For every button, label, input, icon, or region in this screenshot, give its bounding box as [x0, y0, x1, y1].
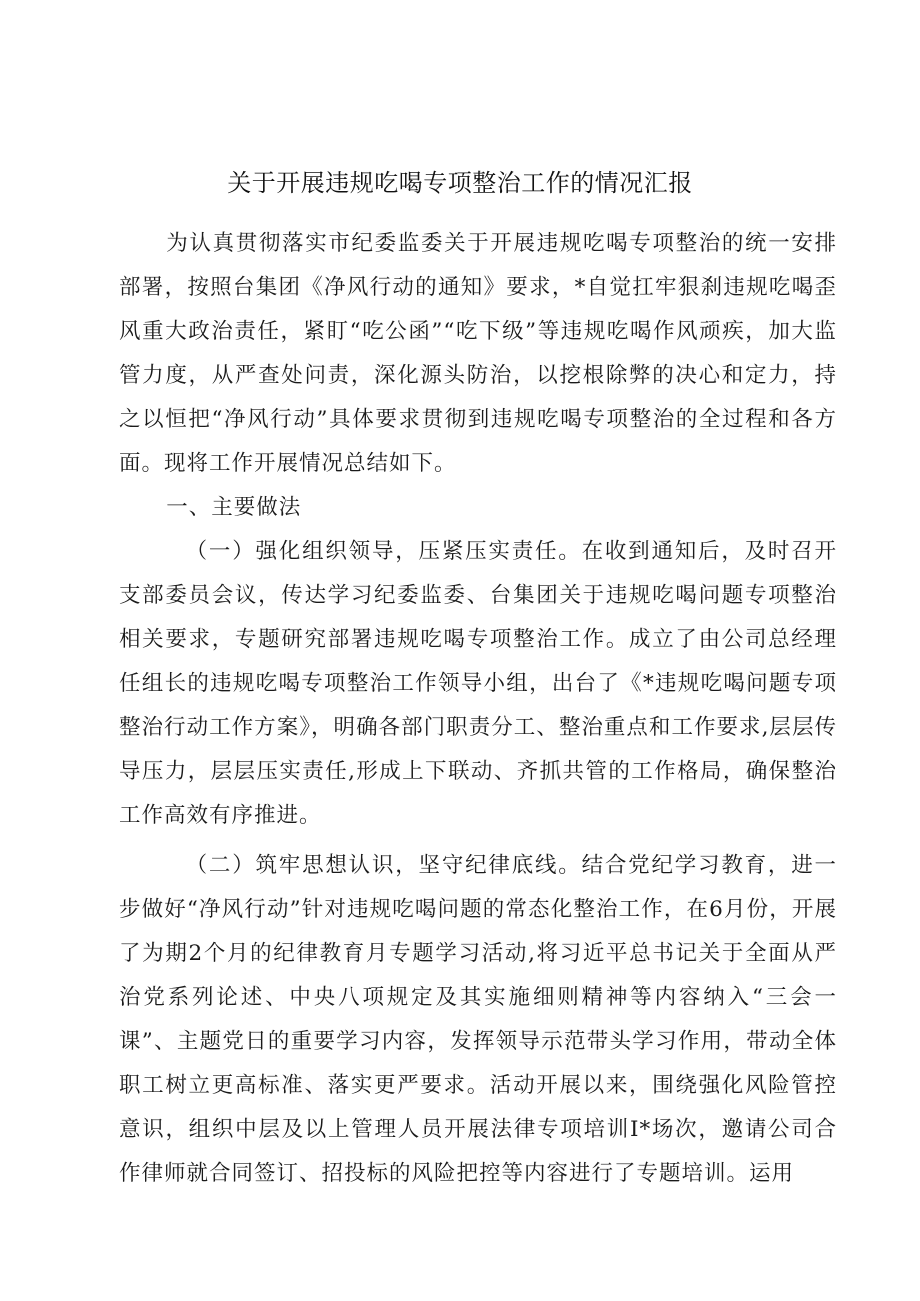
- intro-paragraph: 为认真贯彻落实市纪委监委关于开展违规吃喝专项整治的统一安排部署，按照台集团《净风行动的通知》要求，*自觉扛牢狠刹违规吃喝歪风重大政治责任，紧盯“吃公函”“吃下级”等违规吃喝作风顽疾，加大监管力度，从严查处问责，深化源头防治，以挖根除弊的决心和定力，持之以恒把“净风行动”具体要求贯彻到违规吃喝专项整治的全过程和各方面。现将工作开展情况总结如下。: [119, 231, 837, 476]
- document-body: [119, 222, 837, 1196]
- subsection-paragraph-1: （一）强化组织领导，压紧压实责任。在收到通知后，及时召开支部委员会议，传达学习纪委监委、台集团关于违规吃喝问题专项整治相关要求，专题研究部署违规吃喝专项整治工作。成立了由公司总经理任组长的违规吃喝专项整治工作领导小组，出台了《*违规吃喝问题专项整治行动工作方案》，明确各部门职责分工、整治重点和工作要求,层层传导压力，层层压实责任,形成上下联动、齐抓共管的工作格局，确保整治工作高效有序推进。: [119, 539, 837, 828]
- section-heading: 一、主要做法: [166, 495, 302, 520]
- subsection-paragraph-2: （二）筑牢思想认识，坚守纪律底线。结合党纪学习教育，进一步做好“净风行动”针对违规吃喝问题的常态化整治工作，在6月份，开展了为期2个月的纪律教育月专题学习活动,将习近平总书记关于全面从严治党系列论述、中央八项规定及其实施细则精神等内容纳入“三会一课”、主题党日的重要学习内容，发挥领导示范带头学习作用，带动全体职工树立更高标准、落实更严要求。活动开展以来，围绕强化风险管控意识，组织中层及以上管理人员开展法律专项培训I*场次，邀请公司合作律师就合同签订、招投标的风险把控等内容进行了专题培训。运用: [119, 853, 837, 1186]
- document-title: 关于开展违规吃喝专项整治工作的情况汇报: [227, 169, 693, 197]
